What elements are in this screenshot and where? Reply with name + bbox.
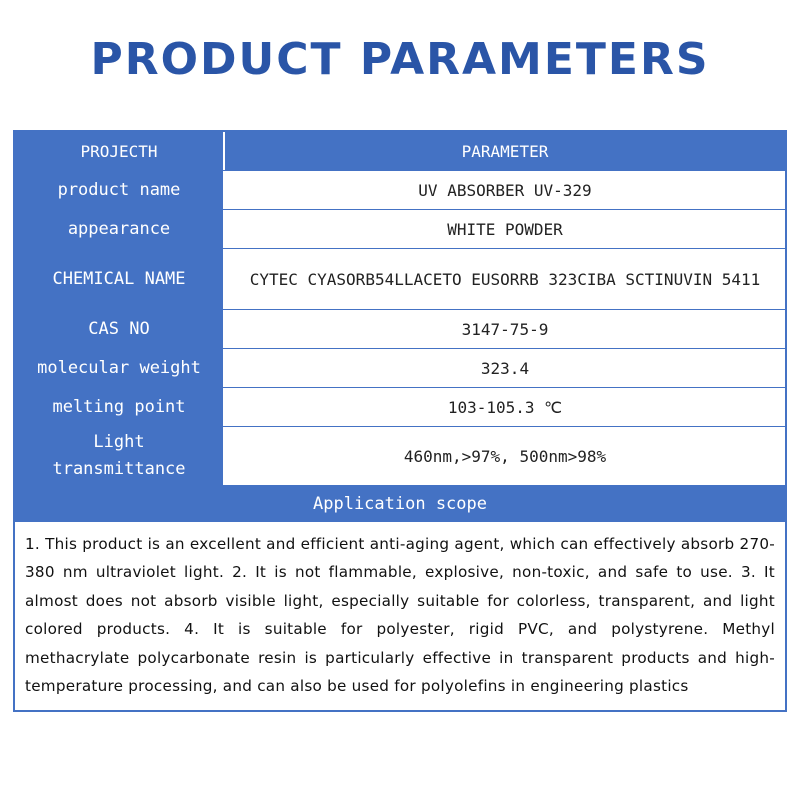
row-value-appearance: WHITE POWDER [225, 210, 785, 248]
page-title: PRODUCT PARAMETERS [90, 34, 710, 85]
table-row [15, 170, 785, 209]
table-row [15, 348, 785, 387]
row-label-cas-no: CAS NO [15, 310, 225, 348]
row-label-appearance: appearance [15, 210, 225, 248]
row-label-light-transmittance: Light transmittance [15, 427, 225, 485]
application-scope-text: 1. This product is an excellent and efficient anti-aging agent, which can effectively absorb 270-380 nm ultraviolet light. 2. It is not flammable, explosive, non-toxic, and safe to use. 3. It almost does not absorb visible light, especially suitable for colorless, transparent, and light colored products. 4. It is suitable for polyester, rigid PVC, and polystyrene. Methyl methacrylate polycarbonate resin is particularly effective in transparent products and high-temperature processing, and can also be used for polyolefins in engineering plastics [25, 535, 775, 696]
row-value-product-name: UV ABSORBER UV-329 [225, 171, 785, 209]
row-label-molecular-weight: molecular weight [15, 349, 225, 387]
table-row [15, 426, 785, 485]
row-value-melting-point: 103-105.3 ℃ [225, 388, 785, 426]
header-parameter: PARAMETER [225, 132, 785, 170]
application-scope-header: Application scope [15, 485, 785, 522]
table-row [15, 309, 785, 348]
row-label-product-name: product name [15, 171, 225, 209]
row-value-light-transmittance: 460nm,>97%, 500nm>98% [225, 427, 785, 485]
row-value-chemical-name: CYTEC CYASORB54LLACETO EUSORRB 323CIBA SCTINUVIN 5411 [225, 249, 785, 309]
table-row [15, 209, 785, 248]
header-project: PROJECTH [15, 132, 225, 170]
row-value-molecular-weight: 323.4 [225, 349, 785, 387]
row-label-chemical-name: CHEMICAL NAME [15, 249, 225, 309]
row-label-melting-point: melting point [15, 388, 225, 426]
table-row [15, 248, 785, 309]
row-value-cas-no: 3147-75-9 [225, 310, 785, 348]
table-header-row [15, 132, 785, 170]
table-row [15, 387, 785, 426]
parameter-table [13, 130, 787, 712]
